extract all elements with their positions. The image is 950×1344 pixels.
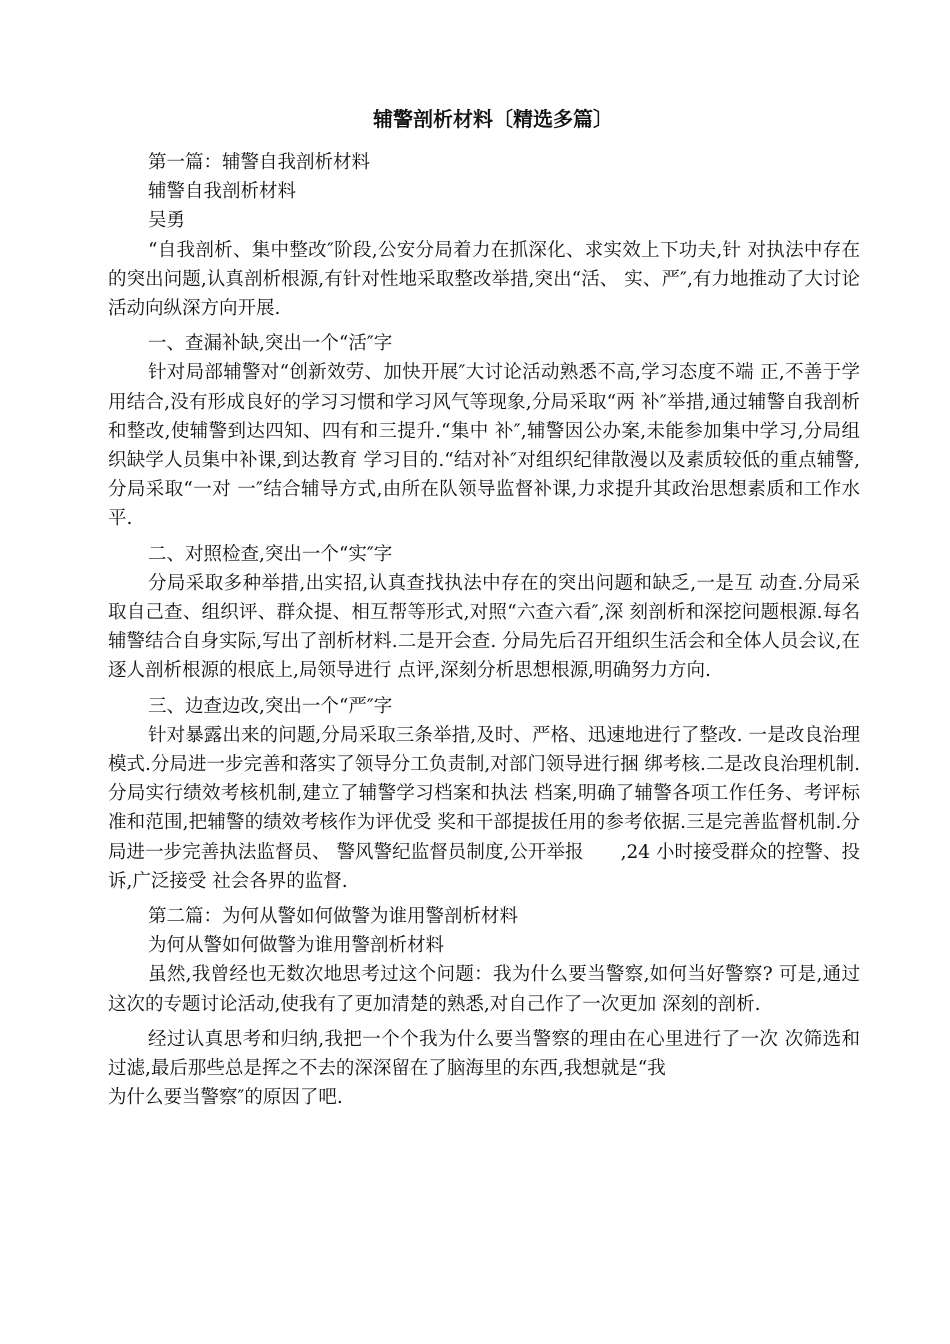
author-name: 吴勇 — [148, 210, 186, 232]
body-paragraph: “自我剖析、集中整改″阶段,公安分局着力在抓深化、求实效上下功夫,针 对执法中存在的突出问题,认真剖析根源,有针对性地采取整改举措,突出“活、 实、严″,有力地推动了大讨论活动向纵深方向开展. — [108, 239, 860, 320]
body-paragraph: 分局采取多种举措,出实招,认真查找执法中存在的突出问题和缺乏,一是互 动查.分局采取自己查、组织评、群众提、相互帮等形式,对照“六查六看″,深 刻剖析和深挖问题根源.每名辅警结合自身实际,写出了剖析材料.二是开会查. 分局先后召开组织生活会和全体人员会议,在逐人剖析根源的根底上,局领导进行 点评,深刻分析思想根源,明确努力方向. — [108, 572, 860, 682]
body-paragraph: 经过认真思考和归纳,我把一个个我为什么要当警察的理由在心里进行了一次 次筛选和过滤,最后那些总是挥之不去的深深留在了脑海里的东西,我想就是“我 — [108, 1028, 860, 1080]
section-heading: 三、边查边改,突出一个“严″字 — [148, 695, 393, 717]
section-heading: 一、查漏补缺,突出一个“活″字 — [148, 333, 393, 355]
body-paragraph: 针对局部辅警对“创新效劳、加快开展″大讨论活动熟悉不高,学习态度不端 正,不善于学用结合,没有形成良好的学习习惯和学习风气等现象,分局采取“两 补″举措,通过辅警自我剖析和整改,使辅警到达四知、四有和三提升.“集中 补″,辅警因公办案,未能参加集中学习,分局组织缺学人员集中补课,到达教育 学习目的.“结对补″对组织纪律散漫以及素质较低的重点辅警,分局采取“一对 一″结合辅导方式,由所在队领导监督补课,力求提升其政治思想素质和工作水平. — [108, 362, 860, 530]
body-paragraph-continuation: 为什么要当警察″的原因了吧. — [108, 1087, 343, 1109]
section-heading: 第一篇：辅警自我剖析材料 — [148, 152, 371, 173]
section-heading: 二、对照检查,突出一个“实″字 — [148, 543, 393, 565]
subtitle: 辅警自我剖析材料 — [148, 181, 297, 203]
subtitle: 为何从警如何做警为谁用警剖析材料 — [148, 935, 445, 957]
section-heading: 第二篇：为何从警如何做警为谁用警剖析材料 — [148, 906, 519, 928]
document-page — [108, 104, 860, 1113]
body-paragraph: 虽然,我曾经也无数次地思考过这个问题：我为什么要当警察,如何当好警察? 可是,通过这次的专题讨论活动,使我有了更加清楚的熟悉,对自己作了一次更加 深刻的剖析. — [108, 964, 860, 1015]
document-title: 辅警剖析材料〔精选多篇〕 — [373, 107, 613, 131]
body-paragraph: 针对暴露出来的问题,分局采取三条举措,及时、严格、迅速地进行了整改. 一是改良治理模式.分局进一步完善和落实了领导分工负责制,对部门领导进行捆 绑考核.二是改良治理机制.分局实行绩效考核机制,建立了辅警学习档案和执法 档案,明确了辅警各项工作任务、考评标准和范围,把辅警的绩效考核作为评优受 奖和干部提拔任用的参考依据.三是完善监督机制.分局进一步完善执法监督员、 警风警纪监督员制度,公开举报 ,24 小时接受群众的控警、投诉,广泛接受 社会各界的监督. — [108, 724, 860, 892]
